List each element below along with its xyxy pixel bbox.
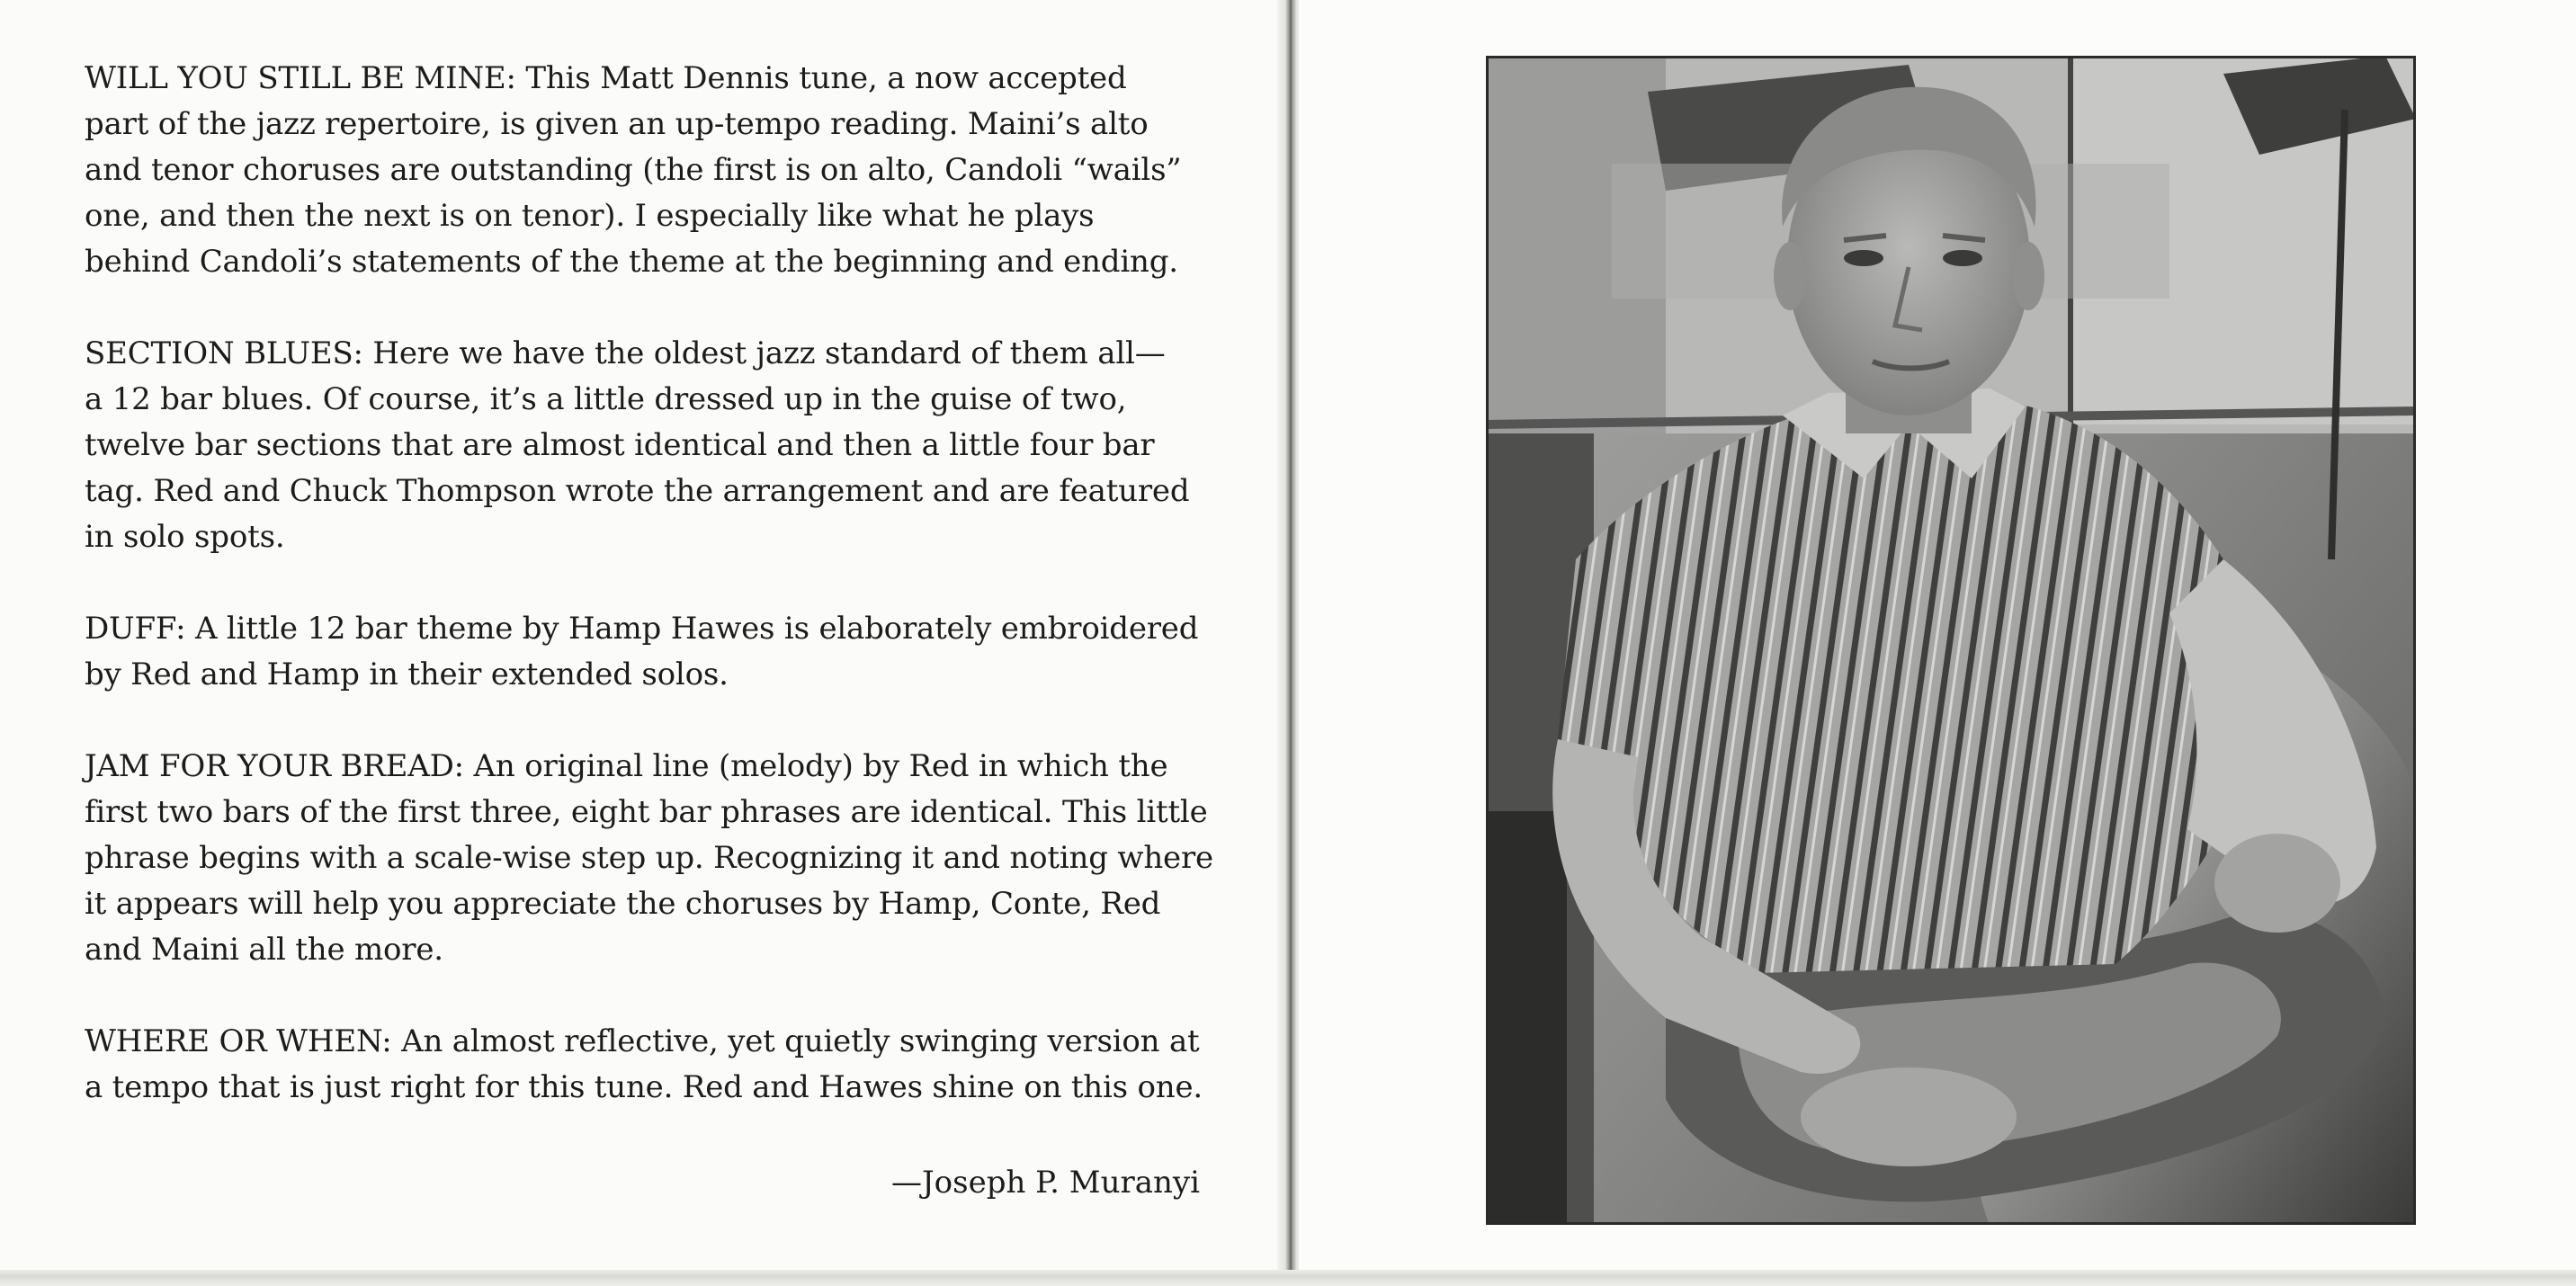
paragraph-will-you-still-be-mine: WILL YOU STILL BE MINE: This Matt Dennis tune, a now accepted part of the jazz repertoire, is given an up-tempo reading. Maini’s alto and tenor choruses are outstanding (the first is on alto, Candoli “wails” one, and then the next is on tenor). I especially like what he plays behind Candoli’s statements of the theme at the beginning and ending.: [85, 60, 1182, 280]
liner-notes-text: [85, 56, 1245, 1157]
musician-photo: [1486, 56, 2416, 1225]
page-bottom-edge: [0, 1270, 2576, 1286]
author-signature: —Joseph P. Muranyi: [891, 1165, 1200, 1201]
left-page: [0, 0, 1284, 1275]
paragraph-where-or-when: WHERE OR WHEN: An almost reflective, yet quietly swinging version at a tempo that is just right for this tune. Red and Hawes shine on this one.: [85, 1023, 1203, 1105]
paragraph-jam-for-your-bread: JAM FOR YOUR BREAD: An original line (melody) by Red in which the first two bars of the first three, eight bar phrases are identical. This little phrase begins with a scale-wise step up. Recognizing it and noting where it appears will help you appreciate the choruses by Hamp, Conte, Red and Maini all the more.: [85, 748, 1213, 968]
photo-illustration: [1486, 56, 2416, 1225]
paragraph-section-blues: SECTION BLUES: Here we have the oldest jazz standard of them all— a 12 bar blues. Of course, it’s a little dressed up in the guise of two, twelve bar sections that are almost identical and then a little four bar tag. Red and Chuck Thompson wrote the arrangement and are featured in solo spots.: [85, 335, 1190, 555]
paragraph-duff: DUFF: A little 12 bar theme by Hamp Hawes is elaborately embroidered by Red and Hamp in their extended solos.: [85, 611, 1199, 692]
